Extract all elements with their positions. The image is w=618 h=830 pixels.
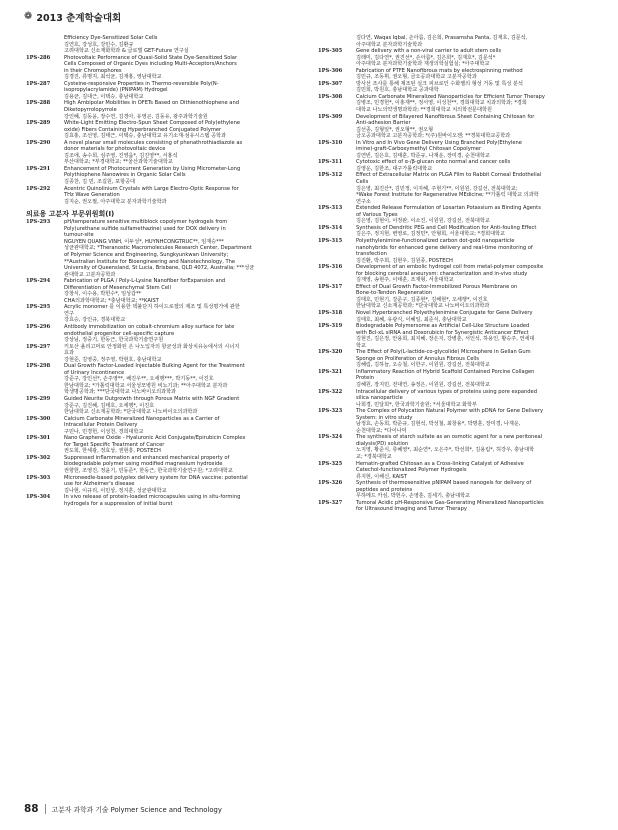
poster-body: [356, 159, 590, 172]
poster-line: 강현준, 김영중, 정주영, 박현호, 충남대학교: [64, 356, 162, 363]
poster-line: 교; *경북대학교: [356, 454, 392, 460]
page-number: 88: [24, 803, 39, 815]
poster-line: Sponge on Proliferation of Annulus Fibrous Cells: [356, 355, 479, 362]
poster-line: Fabrication of PTFE Nanofibrous mats by electrospinning method: [356, 67, 523, 74]
poster-number: 1PS-304: [26, 494, 51, 501]
poster-entry: [318, 238, 590, 264]
poster-number: 1PS-327: [318, 499, 343, 506]
poster-line: Cells: [356, 179, 369, 186]
poster-line: Cysteine-responsive Properties in Thermo-reversible Poly(N-: [64, 80, 219, 87]
poster-body: [64, 35, 298, 55]
poster-line: Guided Neurite Outgrowth through Porous Matrix with NGF Gradient: [64, 395, 240, 402]
poster-line: 김태호, 최혜, 유광식, 이혜일, 최준식, 충남대학교: [356, 316, 467, 323]
poster-entry: [318, 369, 590, 389]
poster-line: Inflammatory Reaction of Hybrid Scaffold Contained Porcine Collagen: [356, 368, 535, 375]
poster-line: tumour-site: [64, 232, 94, 239]
poster-line: 김은영, 최진산*, 김민정, 이지혜, 주현기**, 이원원, 강길선, 전북대학교;: [356, 185, 518, 192]
poster-entry: [26, 304, 298, 324]
poster-line: 김재영, 송현주, 이태훈, 조재형, 서울대학교: [356, 277, 454, 284]
poster-line: Development of an embolic hydrogel coil from metal-polymer composite: [356, 264, 544, 271]
poster-body: [356, 389, 590, 409]
poster-number: 1PS-323: [318, 408, 343, 415]
poster-line: Differentiation of Mesenchymal Stem Cell: [64, 284, 171, 291]
poster-body: [356, 434, 590, 460]
poster-body: [356, 408, 590, 434]
poster-line: of Urinary Incontinence: [64, 369, 125, 376]
poster-entry: [318, 461, 590, 481]
poster-body: [356, 264, 590, 284]
poster-line: Novel Hyperbranched Polyethylenimine Conjugate for Gene Delivery: [356, 309, 533, 316]
poster-entry: [318, 140, 590, 160]
poster-line: 김다연, Waqas Iqbal, 손아름, 김은희, Prasamsha Panta, 김재호, 김문석,: [356, 35, 528, 41]
poster-line: Dual Growth Factor-Loaded Injectable Bulking Agent for the Treatment: [64, 363, 245, 370]
poster-number: 1PS-292: [26, 185, 51, 192]
poster-line: Cytotoxic effect of α-/β-glucan onto normal and cancer cells: [356, 159, 511, 166]
poster-body: [64, 435, 298, 455]
footer-divider: [45, 804, 46, 814]
poster-line: 아주대학교 분자과학기술학과: [356, 41, 423, 48]
poster-line: White-Light Emitting Electro-Spun Sheet Composed of Poly(ethylene: [64, 120, 241, 127]
poster-number: 1PS-298: [26, 363, 51, 370]
poster-number: 1PS-320: [318, 349, 343, 356]
poster-line: In Vitro and In Vivo Gene Delivery Using Branched Poly(Ethylene: [356, 139, 522, 146]
poster-line: Intracellular Protein Delivery: [64, 422, 138, 429]
poster-number: 1PS-306: [318, 67, 343, 74]
poster-body: [356, 310, 590, 323]
poster-line: 한남대학교 신소재공학과; *단국대학교 나노바이오의과학과: [356, 303, 490, 310]
poster-line: donor materials for photovoltaic device: [64, 146, 166, 153]
poster-entry: [318, 68, 590, 81]
poster-entry: [318, 159, 590, 172]
poster-line: 김연빈, 김은호, 김태훈, 박준규, 나재운, 장미경, 순천대학교: [356, 152, 490, 159]
poster-body: [64, 100, 298, 120]
poster-line: of Polymer Science and Engineering, Sungkyunkwan University;: [64, 251, 229, 258]
poster-line: hydrogels for a suppression of initial burst: [64, 500, 173, 507]
poster-line: 김용균, 김대근, 이택승, 충남대학교: [64, 93, 144, 100]
poster-entry: [26, 455, 298, 475]
poster-line: Efficiency Dye-Sensitized Solar Cells: [64, 35, 158, 41]
poster-entry: [318, 310, 590, 323]
poster-line: 김혜원, 장지민, 전대연, 송정은, 이원원, 강길선, 전북대학교: [356, 381, 490, 388]
poster-line: 류지현, 이해신, KAIST: [356, 473, 408, 480]
poster-body: [356, 68, 590, 81]
poster-body: [356, 81, 590, 94]
poster-line: Tumoral Acidic pH-Responsive Gas-Generating Mineralized Nanoparticles: [356, 499, 544, 506]
poster-line: Intracellular delivery of various types of proteins using pore expanded: [356, 388, 537, 395]
poster-number: 1PS-300: [26, 415, 51, 422]
poster-line: Polyethylenimine-functionalized carbon dot-gold nanoparticle: [356, 237, 515, 244]
poster-number: 1PS-325: [318, 460, 343, 467]
poster-line: Anti-adhesion Barrier: [356, 120, 411, 127]
poster-entry: [318, 35, 590, 48]
conference-title: 2013 춘계학술대회: [36, 13, 122, 24]
poster-entry: [26, 35, 298, 55]
poster-line: oxide) Fibers Containing Hyperbranched Conjugated Polymer: [64, 126, 222, 133]
poster-line: Nano Graphene Oxide - Hyaluronic Acid Conjugate/Epirubicin Complex: [64, 435, 246, 442]
poster-number: 1PS-286: [26, 54, 51, 61]
poster-line: NGUYEN QUANG VINH, 이두성*, HUYNHCONGTRUC**, 임재승***: [64, 238, 224, 245]
poster-entry: [26, 186, 298, 206]
poster-entry: [26, 324, 298, 344]
poster-number: 1PS-321: [318, 368, 343, 375]
poster-entry: [318, 48, 590, 68]
poster-line: nanohybrids for enhanced gene delivery and real-time monitoring of: [356, 244, 533, 251]
poster-number: 1PS-322: [318, 388, 343, 395]
poster-line: Development of Bilayered Nanofibrous Sheet Containing Chitosan for: [356, 113, 535, 120]
poster-line: 강상님, 정중기, 한동근, 한국과학기술연구원: [64, 337, 164, 344]
poster-line: Hematin-grafted Chitosan as a Cross-linking Catalyst of Adhesive: [356, 460, 524, 467]
poster-entry: [26, 435, 298, 455]
poster-line: 효과: [64, 350, 74, 357]
poster-number: 1PS-301: [26, 435, 51, 442]
poster-line: Biodegradable Polymersome as Artificial Cell-Like Structure Loaded: [356, 323, 530, 330]
poster-entry: [318, 225, 590, 238]
poster-number: 1PS-312: [318, 172, 343, 179]
poster-line: for Ultrasound Imaging and Tumor Therapy: [356, 506, 467, 513]
poster-line: Extended Release Formulation of Losartan Potassium as Binding Agents: [356, 205, 541, 212]
poster-number: 1PS-296: [26, 323, 51, 330]
poster-line: CHA의과학대학교; *충남대학교; **KAIST: [64, 297, 159, 304]
poster-line: 김현진, 김은정, 안용희, 최지혜, 장은지, 강병훈, 서인석, 하용인, 황승주, 연세대: [356, 336, 535, 343]
poster-entry: [26, 55, 298, 81]
poster-body: [356, 323, 590, 349]
poster-body: [64, 304, 298, 324]
poster-number: 1PS-311: [318, 159, 343, 166]
poster-line: System: in vitro study: [356, 414, 413, 421]
poster-entry: [318, 264, 590, 284]
poster-body: [64, 416, 298, 436]
poster-number: 1PS-297: [26, 343, 51, 350]
poster-line: 권향헌, 조영진, 정윤기, 민동준*, 한동근, 한국과학기술연구원; *고려대학교: [64, 468, 233, 474]
poster-body: [356, 461, 590, 481]
poster-entry: [26, 278, 298, 304]
poster-body: [356, 349, 590, 369]
poster-line: 김민희, 박원호, 충남대학교 공과대학: [356, 87, 439, 94]
poster-line: 순천대학교; *다이나딕: [356, 427, 407, 434]
poster-number: 1PS-310: [318, 139, 343, 146]
poster-number: 1PS-293: [26, 219, 51, 226]
poster-line: 나희경, 민달희*, 한국과학기술원; *서울대학교 화학부: [356, 401, 477, 408]
poster-line: 관대학교 고분자공학과: [64, 271, 116, 278]
poster-line: 김은영, 김현이, 이정완, 이소진, 이원원, 강길선, 전북대학교: [356, 218, 490, 225]
poster-entry: [318, 389, 590, 409]
poster-line: Microneedle-based polyplex delivery system for DNA vaccine: potential: [64, 474, 248, 481]
poster-entry: [26, 363, 298, 396]
poster-line: 김지순, 권오필, 아주대학교 분자과학기술학과: [64, 198, 167, 205]
poster-line: 김영운, 김한조, 대구가톨릭대학교: [356, 165, 433, 172]
poster-body: [64, 120, 298, 140]
poster-line: 학교: [356, 342, 366, 349]
poster-entry: [318, 323, 590, 349]
left-column: [26, 35, 298, 507]
poster-body: [356, 238, 590, 264]
poster-line: 성균관대학교; *Theranostic Macromolecules Research Center, Department: [64, 245, 252, 252]
poster-number: 1PS-324: [318, 434, 343, 441]
poster-line: imine)-graft-Carboxymethyl Chitosan Copolymer: [356, 146, 482, 153]
poster-line: 학생명공학과; ***단국대학교 나노바이오의과학과: [64, 389, 177, 396]
poster-body: [356, 172, 590, 205]
poster-line: dialysis(PD) solution: [356, 440, 409, 447]
poster-body: [356, 225, 590, 238]
poster-line: 김병조, 민경헌*, 이홍재**, 정서영, 이성천**, 경희대학교 치과의학과; *경희: [356, 100, 527, 107]
poster-body: [64, 494, 298, 507]
poster-line: Gene delivery with a non-viral carrier to adult stem cells: [356, 48, 501, 55]
poster-line: in their Chromophores: [64, 67, 122, 74]
poster-line: Catechol-functionalized Polymer Hydrogels: [356, 467, 467, 474]
poster-line: silica nanoparticle: [356, 395, 403, 402]
poster-line: 김선종, 김형일*, 권오형**, 권오형: [356, 126, 434, 133]
poster-line: 대학교 나노의약생명과학과; **경희대학교 치의학전문대학원: [356, 107, 492, 114]
poster-line: with Bcl-xL siRNA and Doxorubicin for Synergistic Anticancer Effect: [356, 329, 529, 336]
poster-number: 1PS-319: [318, 323, 343, 330]
poster-line: 고려대학교 신소재화학과 & 글로벌 GET-Future 연구실: [64, 48, 189, 55]
poster-number: 1PS-295: [26, 304, 51, 311]
section-heading: 의료용 고분자 부문위원회(I): [26, 210, 115, 219]
poster-line: biodegradable polymer using modified magnesium hydroxide: [64, 461, 223, 468]
poster-line: 김나현, 이규리, 이민상, 정지훈, 성균관대학교: [64, 487, 167, 494]
poster-line: **Australian Institute for Bioengineering and Nanotechnology, The: [64, 258, 236, 265]
poster-entry: [318, 172, 590, 205]
poster-entry: [26, 475, 298, 495]
poster-entry: [318, 500, 590, 513]
poster-line: 김민규, 조동휘, 권오형, 금오공과대학교 고분자공학과: [356, 74, 477, 81]
poster-line: Photovoltaic Performance of Quasi-Solid State Dye-Sensitized Solar: [64, 54, 238, 61]
poster-body: [64, 166, 298, 186]
poster-line: Synthesis of thermosensitive pNIPAM based nanogels for delivery of: [356, 480, 532, 487]
poster-number: 1PS-289: [26, 120, 51, 127]
poster-number: 1PS-291: [26, 165, 51, 172]
poster-line: *Wake Forest Institute for Regenerative MEdicine; **가톨릭 대학교 의과학: [356, 192, 539, 199]
poster-line: Synthesis of Dendritic PEG and Cell Modification for Anti-fouling Effect: [356, 224, 537, 231]
poster-line: 김은주, 정지현, 변영로, 김정민*, 안형희, 서울대학교; *경희대학교: [356, 231, 505, 238]
poster-line: The synthesis of starch sulfate as an osmotic agent for a new peritoneal: [356, 434, 543, 441]
poster-body: [356, 35, 590, 48]
poster-body: [356, 94, 590, 114]
poster-number: 1PS-318: [318, 309, 343, 316]
poster-line: peptides and proteins: [356, 486, 413, 493]
poster-entry: [26, 494, 298, 507]
poster-number: 1PS-307: [318, 80, 343, 87]
poster-entry: [318, 81, 590, 94]
poster-entry: [26, 120, 298, 140]
poster-line: Bone-to-Tendon Regeneration: [356, 290, 433, 297]
poster-body: [64, 140, 298, 166]
poster-body: [64, 324, 298, 344]
poster-line: Polythiophene Nanowires in Organic Solar Cells: [64, 172, 186, 179]
poster-number: 1PS-309: [318, 113, 343, 120]
poster-entry: [318, 114, 590, 140]
poster-body: [356, 205, 590, 225]
poster-line: for Target Specific Treatment of Cancer: [64, 441, 165, 448]
poster-number: 1PS-288: [26, 100, 51, 107]
poster-body: [64, 455, 298, 475]
poster-line: Enhancement of Photocurrent Generation by Using Micrometer-Long: [64, 165, 241, 172]
poster-line: Antibody immobilization on cobalt-chromium alloy surface for late: [64, 323, 235, 330]
poster-line: 강준구, 김진혜, 김태호, 오세행*, 이진호: [64, 402, 155, 409]
poster-line: endothelial progenitor cell-specific capture: [64, 330, 175, 337]
poster-line: Cells Composed of Organic Dyes including Multi-Acceptors/Anchors: [64, 61, 237, 68]
poster-line: Diketopyrrolopyrrole: [64, 107, 117, 114]
poster-line: Protein: [356, 375, 375, 382]
poster-number: [318, 35, 356, 48]
poster-line: 김혜림, 김하늘, 오승철, 이한구, 이원원, 강길선, 전북대학교: [356, 362, 490, 369]
poster-number: 1PS-299: [26, 395, 51, 402]
poster-line: transfection: [356, 251, 387, 258]
poster-number: 1PS-313: [318, 205, 343, 212]
poster-number: 1PS-303: [26, 474, 51, 481]
poster-line: 강준구, 강인선*, 손주영**, 배진우**, 오세행***, 박기동**, 이진호: [64, 376, 214, 383]
poster-line: 키토산 올리고머로 안정화된 은 나노입자의 항균성과 화상치유능에서의 시너지: [64, 343, 240, 350]
poster-line: Acentric Quinolinium Crystals with Large Electro-Optic Response for: [64, 185, 239, 192]
poster-line: 강인혜, 김동윤, 장수연, 김경아, 유영곤, 김동유, 광주과학기술원: [64, 113, 208, 120]
poster-body: [64, 278, 298, 304]
poster-line: Suppressed inflammation and enhanced mechanical property of: [64, 454, 230, 461]
poster-body: [356, 48, 590, 68]
poster-line: 남정효, 손동희, 박준규, 김현석, 박성철, 최창용*, 박명훈, 장미경, 나재운,: [356, 421, 521, 428]
poster-number: 1PS-290: [26, 139, 51, 146]
poster-entry: [318, 284, 590, 310]
poster-entry: [26, 100, 298, 120]
poster-body: [64, 396, 298, 416]
poster-body: [356, 140, 590, 160]
poster-line: 방사선 조사를 통해 제조된 실크 피브로인 수화젤의 형성 거동 및 특성 분석: [356, 80, 523, 87]
poster-line: isopropylacrylamide) (PNIPAM) Hydrogel: [64, 87, 168, 94]
poster-body: [64, 55, 298, 81]
poster-line: 김연호, 강성호, 강민수, 김환규: [64, 41, 134, 48]
poster-line: 연구소: [356, 198, 371, 205]
poster-entry: [318, 480, 590, 500]
poster-line: use for Alzheimer's disease: [64, 481, 135, 488]
poster-number: 1PS-326: [318, 480, 343, 487]
poster-line: 연구: [64, 310, 74, 317]
poster-body: [356, 500, 590, 513]
poster-body: [356, 480, 590, 500]
poster-body: [356, 369, 590, 389]
poster-line: for blocking cerebral aneurysm: characterization and in-vivo study: [356, 270, 528, 277]
poster-line: 강효승, 강인규, 경북대학교: [64, 317, 126, 324]
poster-number: 1PS-314: [318, 224, 343, 231]
poster-line: 김종찬, 김 민, 조길원, 포항공대: [64, 179, 136, 186]
poster-line: Fabrication of PLGA / Poly-L-Lysine Nanofiber forExpansion and: [64, 278, 226, 285]
poster-line: of Various Types: [356, 211, 398, 218]
poster-body: [356, 284, 590, 310]
poster-line: 김효홍, 조선영, 김태근, 이택승, 충남대학교 유기소재·섬유시스템 공학과: [64, 133, 226, 140]
poster-line: 구민나, 민경헌, 이성천, 경희대학교: [64, 428, 144, 435]
poster-entry: [318, 434, 590, 460]
poster-line: 한남대학교; *가톨릭대학교 서울성모병원 비뇨기과; **아주대학교 분자과: [64, 382, 228, 389]
poster-line: The Effect of Poly(L-lactide-co-glycolide) Microsphere in Gellan Gum: [356, 349, 531, 356]
poster-entry: [26, 81, 298, 101]
poster-line: In vivo release of protein-loaded microcapsules using in situ-forming: [64, 494, 241, 501]
poster-body: [64, 475, 298, 495]
poster-line: 김진환, 박주희, 김현우, 김원종, POSTECH: [356, 257, 453, 264]
poster-body: [64, 344, 298, 364]
poster-number: 1PS-294: [26, 278, 51, 285]
poster-line: 아주대학교 분자과학기술학과 재생의학실험실; *아주대학교: [356, 61, 490, 68]
poster-line: University of Queensland, St Lucia, Brisbane, QLD 4072, Australia; ***성균: [64, 265, 255, 272]
poster-entry: [26, 396, 298, 416]
poster-entry: [318, 94, 590, 114]
poster-number: 1PS-302: [26, 454, 51, 461]
poster-line: pH/temperature sensitive multiblock copolymer hydrogels from: [64, 219, 228, 226]
poster-line: 강창식, 이수용, 박헌수*, 임성갑**: [64, 291, 142, 298]
poster-line: THz Wave Generation: [64, 192, 120, 199]
poster-body: [64, 81, 298, 101]
poster-line: Poly(urethane sulfide sulfamethazine) used for DOX delivery in: [64, 225, 226, 232]
poster-line: Calcium Carbonate Mineralized Nanoparticles for Efficient Tumor Therapy: [356, 93, 545, 100]
poster-body: [356, 114, 590, 140]
poster-number: 1PS-308: [318, 93, 343, 100]
poster-line: 금오공과대학교 고분자공학과; *(주)원바이오젠; **경북대학교공학과: [356, 133, 511, 140]
poster-entry: [318, 349, 590, 369]
poster-line: Effect of Extracellular Matrix on PLGA Film to Rabbit Corneal Endothelial: [356, 172, 542, 179]
poster-number: 1PS-287: [26, 80, 51, 87]
poster-line: Effect of Dual Growth Factor-Immobilized Porous Membrane on: [356, 283, 518, 290]
poster-number: 1PS-316: [318, 264, 343, 271]
poster-entry: [318, 205, 590, 225]
poster-body: [64, 186, 298, 206]
poster-body: [64, 219, 298, 278]
poster-line: 무하메드 카심, 박헌수, 손영훈, 김세기, 충남대학교: [356, 493, 471, 500]
poster-line: 노지영, 황준식, 류혜영*, 최순연*, 오은주*, 박선희*, 김용림*, 허강우, 충남대학: [356, 447, 535, 454]
poster-body: [64, 363, 298, 396]
poster-entry: [26, 219, 298, 278]
poster-line: The Complex of Polycation Natural Polymer with pDNA for Gene Delivery: [356, 408, 543, 415]
poster-line: High Ambipolar Mobilities in OFETs Based on Dithienothiophene and: [64, 100, 239, 107]
poster-number: 1PS-305: [318, 48, 343, 55]
page-footer: [24, 803, 222, 815]
right-column: [318, 35, 590, 513]
journal-title: 고분자 과학과 기술 Polymer Science and Technology: [51, 806, 222, 814]
poster-line: 김래미, 김다연*, 권진선*, 손아름*, 김은희*, 김재호*, 김문석*: [356, 54, 496, 61]
poster-entry: [26, 140, 298, 166]
poster-number: [26, 35, 64, 55]
poster-line: 김조애, 송수희, 심주영, 진영읍*, 김진영**, 서홍석: [64, 152, 178, 159]
page-header: [24, 10, 121, 24]
flower-icon: ❁: [24, 11, 33, 22]
poster-line: Calcium Carbonate Mineralized Nanoparticles as a Carrier of: [64, 415, 220, 422]
poster-line: 김태호, 민현기, 강준구, 김종현*, 김해현*, 오세행*, 이진호: [356, 296, 488, 303]
poster-entry: [26, 166, 298, 186]
poster-entry: [318, 408, 590, 434]
poster-line: 한남대학교 신소재공학과; *단국대학교 나노바이오의과학과: [64, 409, 198, 416]
poster-line: Acrylic monomer 를 이용한 덱불단지 하이드로겔의 제조 및 특성평가에 관한: [64, 304, 240, 311]
poster-number: 1PS-317: [318, 283, 343, 290]
poster-line: 부산대학교; *부경대학교; **울산과학기술대학교: [64, 159, 173, 166]
poster-entry: [26, 344, 298, 364]
poster-line: A novel planar small molecules consisting of phenathrothiadiazole as: [64, 139, 243, 146]
poster-line: 권도희, 한세광, 정효상, 권현흥, POSTECH: [64, 448, 161, 455]
poster-entry: [26, 416, 298, 436]
poster-line: 김경진, 류명지, 최석균, 김재홍, 영남대학교: [64, 74, 162, 81]
poster-number: 1PS-315: [318, 237, 343, 244]
